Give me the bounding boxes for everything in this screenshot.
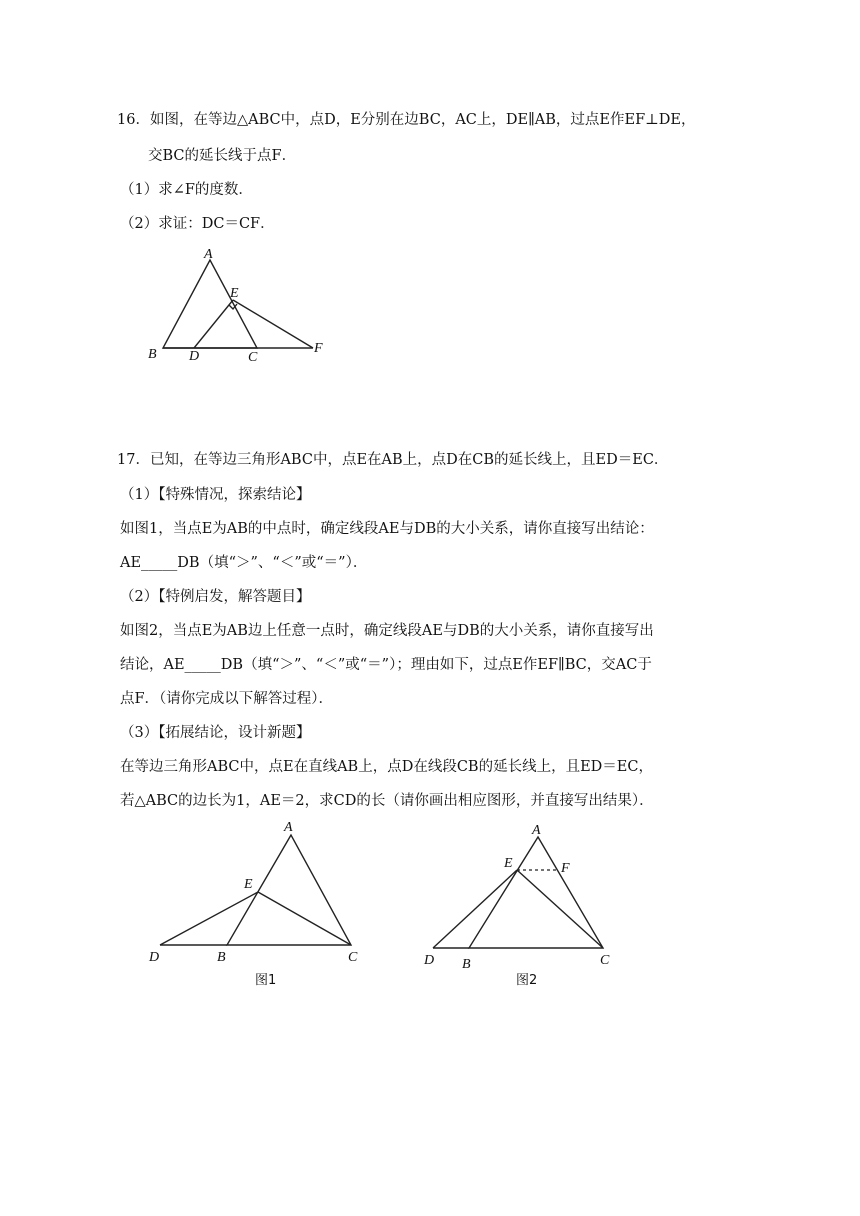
figure-caption: 图2 xyxy=(516,973,538,988)
label-d: D xyxy=(424,953,435,968)
q17-part2-line3: 点F．（请你完成以下解答过程）． xyxy=(120,691,334,707)
q17-part2-line2: 结论，AE_____DB（填“＞”、“＜”或“＝”）；理由如下，过点E作EF∥BC，交AC于 xyxy=(120,657,652,673)
label-b: B xyxy=(217,950,226,965)
label-e: E xyxy=(244,877,253,892)
q17-figure-1 xyxy=(140,815,380,990)
label-c: C xyxy=(348,950,358,965)
q16-part2: （2）求证：DC＝CF． xyxy=(120,216,275,232)
label-c: C xyxy=(600,953,610,968)
label-d: D xyxy=(149,950,160,965)
label-a: A xyxy=(204,247,213,262)
q17-part1-title: （1）【特殊情况，探索结论】 xyxy=(120,487,311,503)
q17-part3-title: （3）【拓展结论，设计新题】 xyxy=(120,725,311,741)
label-b: B xyxy=(462,957,471,972)
label-b: B xyxy=(148,347,157,362)
segment-de xyxy=(433,870,517,948)
q16-part1: （1）求∠F的度数． xyxy=(120,182,253,198)
label-f: F xyxy=(314,341,323,356)
q17-part3-line2: 若△ABC的边长为1，AE＝2，求CD的长（请你画出相应图形，并直接写出结果）． xyxy=(120,793,654,809)
q16-stem-line2: 交BC的延长线于点F． xyxy=(148,148,297,164)
segment-de xyxy=(160,892,258,945)
triangle-abc xyxy=(469,837,603,948)
q17-figure-2 xyxy=(420,815,630,995)
q17-stem: 17．已知，在等边三角形ABC中，点E在AB上，点D在CB的延长线上，且ED＝EC． xyxy=(117,452,669,468)
q16-figure xyxy=(140,240,340,370)
label-e: E xyxy=(230,286,239,301)
label-e: E xyxy=(504,856,513,871)
q17-part2-line1: 如图2，当点E为AB边上任意一点时，确定线段AE与DB的大小关系，请你直接写出 xyxy=(120,623,654,639)
label-f: F xyxy=(561,861,570,876)
segment-ec xyxy=(517,870,603,948)
q17-part1-line2: AE_____DB（填“＞”、“＜”或“＝”）． xyxy=(120,555,368,571)
label-c: C xyxy=(248,350,258,365)
triangle-abc xyxy=(163,260,257,348)
segment-de xyxy=(194,300,233,348)
q17-part1-line1: 如图1，当点E为AB的中点时，确定线段AE与DB的大小关系，请你直接写出结论： xyxy=(120,521,654,537)
figure-caption: 图1 xyxy=(255,973,277,988)
label-d: D xyxy=(189,349,200,364)
q17-part2-title: （2）【特例启发，解答题目】 xyxy=(120,589,311,605)
label-a: A xyxy=(284,820,293,835)
segment-ef xyxy=(233,300,313,348)
label-a: A xyxy=(532,823,541,838)
q17-part3-line1: 在等边三角形ABC中，点E在直线AB上，点D在线段CB的延长线上，且ED＝EC， xyxy=(120,759,653,775)
q16-stem-line1: 16．如图，在等边△ABC中，点D，E分别在边BC，AC上，DE∥AB，过点E作EF⊥DE， xyxy=(117,112,696,128)
